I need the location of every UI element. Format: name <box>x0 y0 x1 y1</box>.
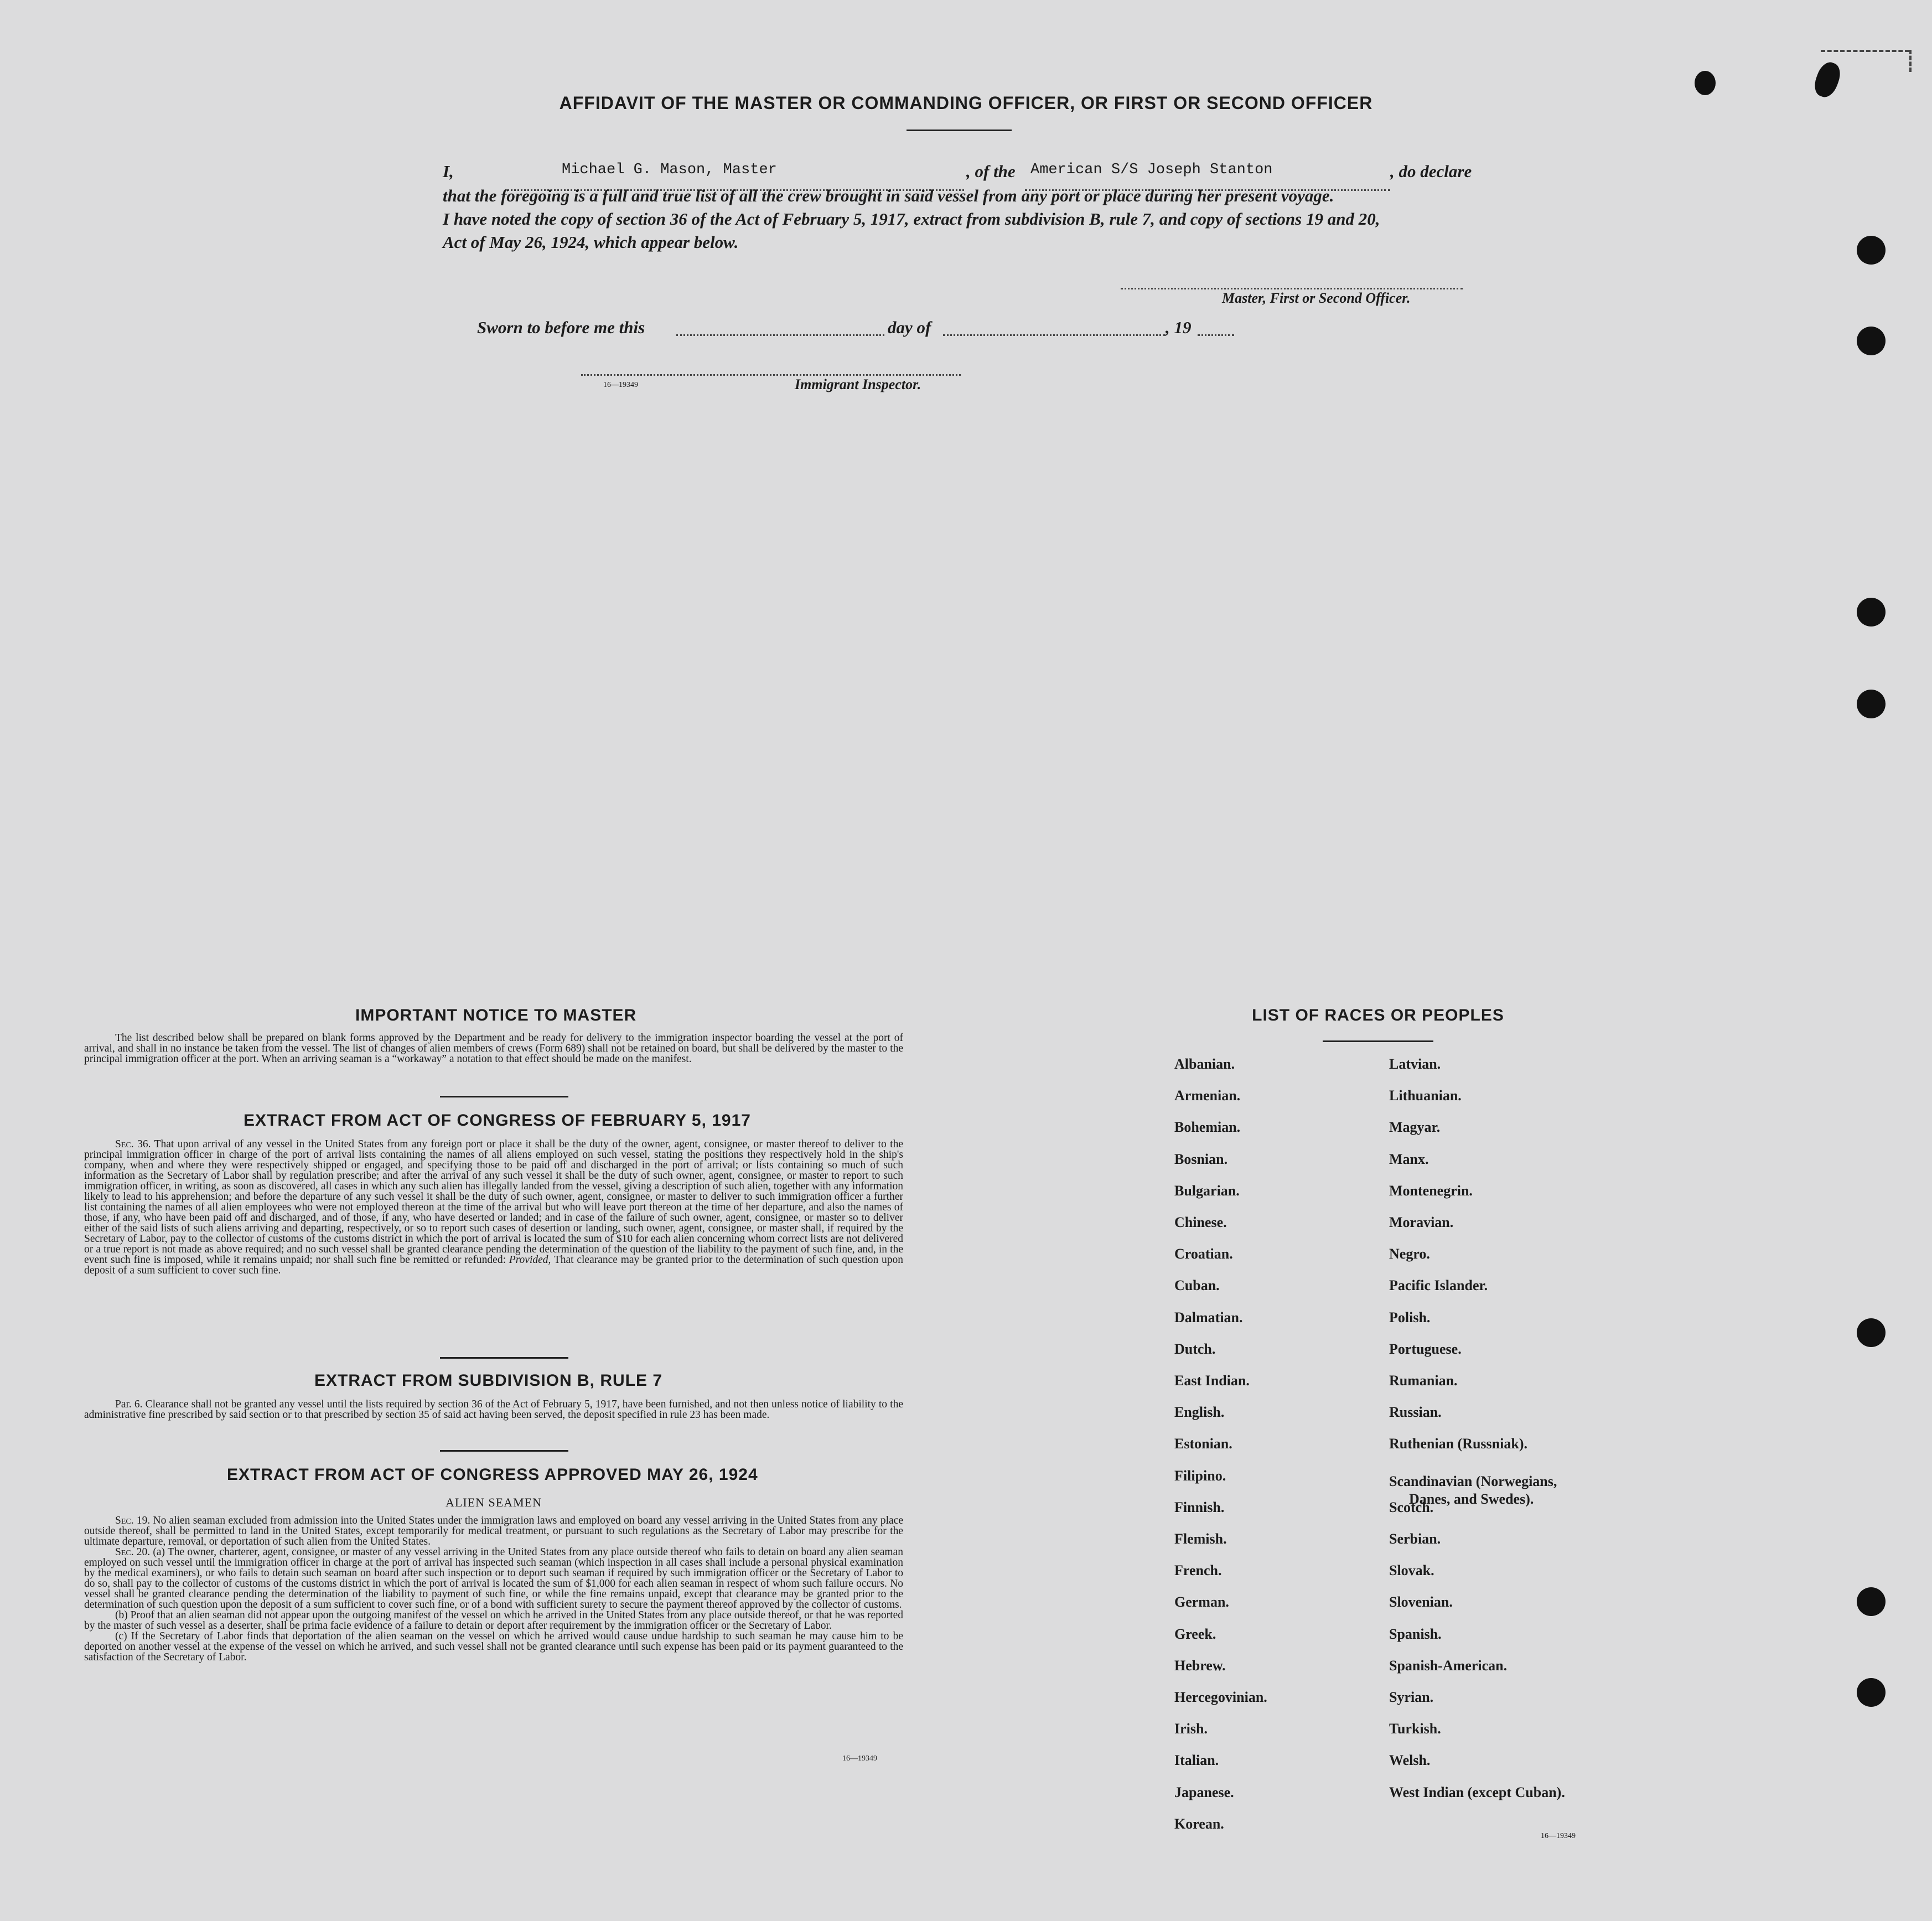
race-item: Latvian. <box>1389 1056 1441 1072</box>
race-item: Slovenian. <box>1389 1594 1453 1611</box>
race-item: Scandinavian (Norwegians, <box>1389 1473 1557 1489</box>
affidavit-line-2: that the foregoing is a full and true list of all the crew brought in said vessel from any port or place during her present voyage. <box>443 186 1334 205</box>
race-item: Bulgarian. <box>1174 1182 1240 1199</box>
section-20b-text: (b) Proof that an alien seaman did not appear upon the outgoing manifest of the vessel on which he arrived in the United States from any place outside thereof, or that he was reported by the master of such vessel as a deserter, shall be prima facie evidence of a failure to detain or deport after requirement by the immigration officer or the Secretary of Labor. <box>84 1609 903 1632</box>
affidavit-lead: I, <box>443 162 454 181</box>
race-item: Ruthenian (Russniak). <box>1389 1436 1527 1452</box>
race-item: Croatian. <box>1174 1246 1233 1262</box>
section-20a-text: (a) The owner, charterer, agent, consignee, or master of any vessel arriving in the United States from any place outside thereof who fails to detain on board any alien seaman employed on such vessel until the immigration officer in charge at the port of arrival has inspected such seaman (which inspection in all cases shall include a personal physical examination by the medical examiners), or who fails to detain such seaman on board after such inspection or to deport such seaman if required by such immigration officer or the Secretary of Labor to do so, shall pay to the collector of customs of the customs district in which the port of arrival is located the sum of $1,000 for each alien seaman in respect of whom such failure occurs. No vessel shall be granted clearance pending the determination of the liability to payment of such fine, or while the fine remains unpaid, except that clearance may be granted prior to the determination of such question upon the deposit of a sum sufficient to cover such fine, or of a bond with sufficient surety to secure the payment thereof approved by the collector of customs. <box>84 1546 904 1611</box>
race-item: Turkish. <box>1389 1721 1441 1737</box>
races-rule <box>1323 1040 1433 1042</box>
race-item: Polish. <box>1389 1309 1431 1325</box>
race-item: Portuguese. <box>1389 1340 1462 1357</box>
punch-hole <box>1857 327 1886 355</box>
race-item: Chinese. <box>1174 1214 1227 1230</box>
race-item: Korean. <box>1174 1815 1224 1832</box>
race-item: East Indian. <box>1174 1373 1250 1389</box>
race-item: Welsh. <box>1389 1752 1431 1769</box>
race-item: Italian. <box>1174 1752 1219 1769</box>
race-item: Albanian. <box>1174 1056 1235 1072</box>
race-item: Serbian. <box>1389 1531 1441 1547</box>
crop-mark <box>1821 50 1909 52</box>
race-item: Moravian. <box>1389 1214 1454 1230</box>
sworn-text: Sworn to before me this <box>477 318 645 337</box>
race-item: Flemish. <box>1174 1531 1227 1547</box>
affidavit-line-3: I have noted the copy of section 36 of the Act of February 5, 1917, extract from subdivision B, rule 7, and copy of sections 19 and 20, <box>443 209 1380 229</box>
race-item: Rumanian. <box>1389 1373 1458 1389</box>
inspector-label: Immigrant Inspector. <box>795 376 921 392</box>
race-item: Pacific Islander. <box>1389 1277 1488 1294</box>
race-item: French. <box>1174 1562 1222 1579</box>
affidavit-line-4: Act of May 26, 1924, which appear below. <box>443 232 739 252</box>
rule7-title: EXTRACT FROM SUBDIVISION B, RULE 7 <box>314 1371 663 1390</box>
signature-label: Master, First or Second Officer. <box>1222 290 1411 306</box>
races-title: LIST OF RACES OR PEOPLES <box>1252 1006 1504 1024</box>
rule7-text: Par. 6. Clearance shall not be granted any vessel until the lists required by section 36 of the Act of February 5, 1917, have been furnished, and not then unless notice of liability to the administrative fine prescribed by said section or to that prescribed by section 35 of said act having been served, the deposit specified in rule 23 has been made. <box>84 1399 903 1421</box>
sworn-month-field <box>943 334 1166 336</box>
section-rule <box>440 1450 568 1452</box>
race-item: Spanish. <box>1389 1625 1442 1642</box>
race-item: Bohemian. <box>1174 1119 1241 1136</box>
race-item: Syrian. <box>1389 1689 1434 1705</box>
race-item: Finnish. <box>1174 1499 1225 1515</box>
race-item: Hebrew. <box>1174 1657 1226 1674</box>
race-item: Lithuanian. <box>1389 1088 1462 1104</box>
section-label: Sec. 20. <box>115 1546 151 1558</box>
race-item: Slovak. <box>1389 1562 1434 1579</box>
punch-hole <box>1857 598 1886 626</box>
section-label: Sec. 19. <box>115 1515 151 1526</box>
race-item: Armenian. <box>1174 1088 1241 1104</box>
extract-1924-body <box>84 1515 903 1663</box>
ink-blot <box>1695 71 1716 95</box>
extract-1924-title: EXTRACT FROM ACT OF CONGRESS APPROVED MAY 26, 1924 <box>227 1466 758 1484</box>
signature-line <box>1121 288 1463 289</box>
race-item: Spanish-American. <box>1389 1657 1508 1674</box>
notice-body <box>84 1033 903 1064</box>
year-prefix: , 19 <box>1166 318 1192 337</box>
race-item: Estonian. <box>1174 1436 1232 1452</box>
form-code: 16—19349 <box>1541 1832 1576 1840</box>
do-declare-text: , do declare <box>1390 162 1472 181</box>
race-item: Cuban. <box>1174 1277 1220 1294</box>
race-item: Hercegovinian. <box>1174 1689 1267 1705</box>
punch-hole <box>1857 690 1886 718</box>
section-20c-text: (c) If the Secretary of Labor finds that deportation of the alien seaman on the vessel on which he arrived would cause undue hardship to such seaman he may cause him to be deported on another vessel at the expense of the vessel on which he arrived, and such vessel shall not be granted clearance until such expense has been paid or its payment guaranteed to the satisfaction of the Secretary of Labor. <box>84 1630 903 1663</box>
notice-title: IMPORTANT NOTICE TO MASTER <box>355 1006 637 1024</box>
title-rule <box>907 130 1012 131</box>
sworn-year-field <box>1198 334 1234 336</box>
notice-text: The list described below shall be prepared on blank forms approved by the Department and be ready for delivery to the immigration inspector boarding the vessel at the port of arrival, and shall in no instance be taken from the vessel. The list of changes of alien members of crews (Form 689) shall not be retained on board, but shall be delivered by the master to the principal immigration officer at the port. When an arriving seaman is a “workaway” a notation to that effect should be made on the manifest. <box>84 1032 903 1065</box>
race-item: Scotch. <box>1389 1499 1434 1515</box>
race-item: Bosnian. <box>1174 1151 1228 1167</box>
race-item: Danes, and Swedes). <box>1409 1490 1534 1507</box>
alien-seamen-subtitle: ALIEN SEAMEN <box>446 1495 542 1509</box>
race-item: Filipino. <box>1174 1467 1226 1484</box>
race-item: Negro. <box>1389 1246 1430 1262</box>
race-item: Dalmatian. <box>1174 1309 1243 1325</box>
race-item: West Indian (except Cuban). <box>1389 1784 1565 1800</box>
vessel-name-value: American S/S Joseph Stanton <box>1030 162 1273 178</box>
extract-1917-title: EXTRACT FROM ACT OF CONGRESS OF FEBRUARY 5, 1917 <box>244 1111 751 1130</box>
section-rule <box>440 1096 568 1097</box>
provided-text: Provided, <box>509 1254 551 1266</box>
section-label: Sec. 36. <box>115 1138 151 1150</box>
section-rule <box>440 1357 568 1359</box>
race-item: Dutch. <box>1174 1340 1216 1357</box>
sworn-day-field <box>676 334 884 336</box>
race-item: Japanese. <box>1174 1784 1234 1800</box>
affidavit-title: AFFIDAVIT OF THE MASTER OR COMMANDING OFFICER, OR FIRST OR SECOND OFFICER <box>559 93 1373 113</box>
race-item: English. <box>1174 1404 1225 1421</box>
of-the-text: , of the <box>966 162 1016 181</box>
race-item: Manx. <box>1389 1151 1429 1167</box>
rule7-body <box>84 1399 903 1420</box>
punch-hole <box>1857 236 1886 265</box>
master-name-value: Michael G. Mason, Master <box>562 162 777 178</box>
section-36-end: That clearance may be granted prior to the determination of such question upon deposit of a sum sufficient to cover such fine. <box>84 1254 903 1276</box>
punch-hole <box>1857 1318 1886 1347</box>
extract-1917-body <box>84 1139 903 1276</box>
section-36-text: That upon arrival of any vessel in the United States from any foreign port or place it shall be the duty of the owner, agent, consignee, or master thereof to deliver to the principal immigration officer in charge of the port of arrival lists containing the names of all aliens employed on such vessel, stating the positions they respectively hold in the ship's company, when and where they were respectively shipped or engaged, and specifying those to be paid off and discharged in the port of arrival; or lists containing so much of such information as the Secretary of Labor shall by regulation prescribe; and after the arrival of any such vessel it shall be the duty of such owner, agent, consignee, or master to report to such immigration officer, in writing, as soon as discovered, all cases in which any such alien has illegally landed from the vessel, giving a description of such alien, together with any information likely to lead to his apprehension; and before the departure of any such vessel it shall be the duty of such owner, agent, consignee, or master to deliver to such immigration officer a further list containing the names of all alien employees who were not employed thereon at the time of the arrival but who will leave port thereon at the time of her departure, and also the names of those, if any, who have been paid off and discharged, and of those, if any, who have deserted or landed; and in case of the failure of such owner, agent, consignee, or master so to deliver either of the said lists of such aliens arriving and departing, respectively, or so to report such cases of desertion or landing, such owner, agent, consignee, or master shall, if required by the Secretary of Labor, pay to the collector of customs of the customs district in which the port of arrival is located the sum of $10 for each alien concerning whom correct lists are not delivered or a true report is not made as above required; and no such vessel shall be granted clearance pending the determination of the question of the liability to the payment of such fine, and, in the event such fine is imposed, while it remains unpaid; nor shall such fine be remitted or refunded: <box>84 1138 903 1266</box>
punch-hole <box>1857 1587 1886 1616</box>
form-code: 16—19349 <box>603 381 638 389</box>
race-item: German. <box>1174 1594 1229 1611</box>
day-of-text: day of <box>888 318 931 337</box>
race-item: Magyar. <box>1389 1119 1441 1136</box>
form-code: 16—19349 <box>842 1754 877 1763</box>
race-item: Russian. <box>1389 1404 1442 1421</box>
inspector-signature-line <box>581 374 961 376</box>
punch-hole <box>1857 1678 1886 1707</box>
race-item: Montenegrin. <box>1389 1182 1473 1199</box>
section-19-text: No alien seaman excluded from admission into the United States under the immigration laws and employed on board any vessel arriving in the United States from any place outside thereof, shall be permitted to land in the United States, except temporarily for medical treatment, or pursuant to such regulations as the Secretary of Labor may prescribe for the ultimate departure, removal, or deportation of such alien from the United States. <box>84 1515 904 1547</box>
race-item: Greek. <box>1174 1625 1216 1642</box>
crop-mark <box>1909 50 1912 72</box>
race-item: Irish. <box>1174 1721 1208 1737</box>
